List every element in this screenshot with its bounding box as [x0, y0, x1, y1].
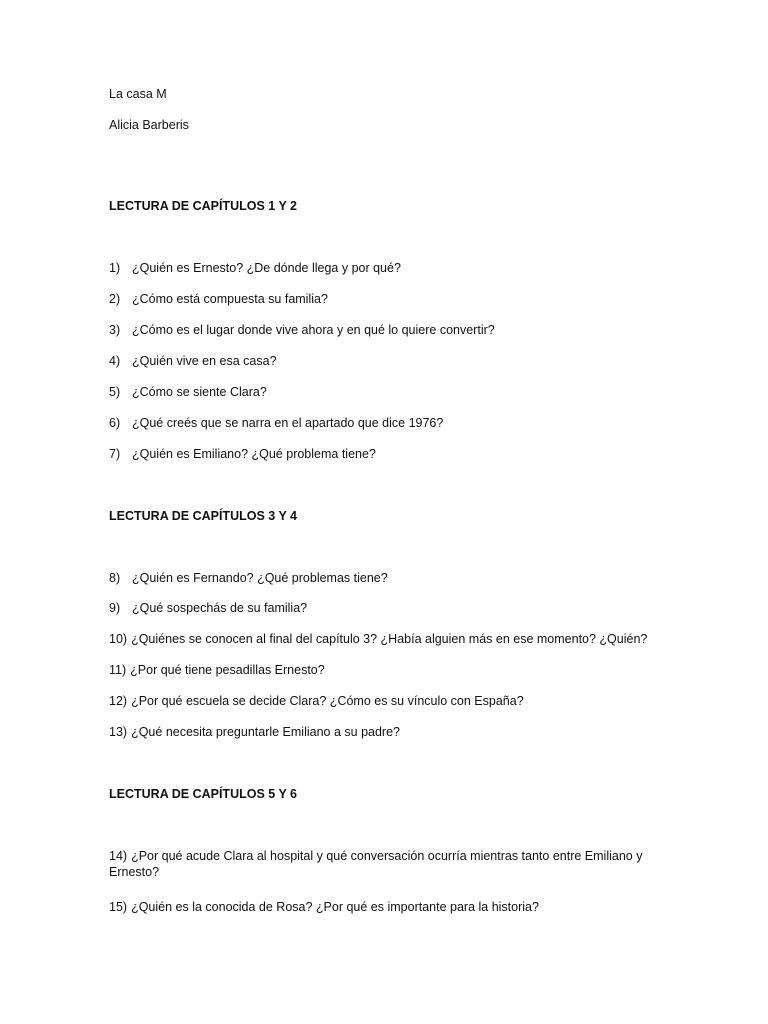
question-item: [109, 693, 524, 709]
question-number: 4): [109, 354, 121, 368]
question-number: 5): [109, 385, 121, 399]
document-title: La casa M: [109, 87, 167, 101]
question-text: ¿Quién es Fernando? ¿Qué problemas tiene?: [132, 571, 388, 585]
question-item: [109, 260, 401, 276]
question-number: 2): [109, 292, 121, 306]
question-number: 8): [109, 571, 121, 585]
section-heading: LECTURA DE CAPÍTULOS 3 Y 4: [109, 509, 297, 523]
question-item: [109, 631, 647, 647]
question-text: ¿Por qué acude Clara al hospital y qué conversación ocurría mientras tanto entre Emiliano y Ernesto?: [109, 849, 643, 879]
document-author: Alicia Barberis: [109, 118, 189, 132]
question-item: [109, 724, 400, 740]
question-text: ¿Por qué tiene pesadillas Ernesto?: [130, 663, 325, 677]
section-heading: LECTURA DE CAPÍTULOS 1 Y 2: [109, 199, 297, 213]
question-text: ¿Quién es Ernesto? ¿De dónde llega y por qué?: [132, 261, 401, 275]
question-number: 12): [109, 694, 128, 708]
question-number: 6): [109, 416, 121, 430]
question-number: 10): [109, 632, 128, 646]
question-number: 11): [109, 663, 127, 677]
section-heading: LECTURA DE CAPÍTULOS 5 Y 6: [109, 787, 297, 801]
question-text: ¿Quién es la conocida de Rosa? ¿Por qué es importante para la historia?: [131, 900, 539, 914]
question-item: [109, 899, 539, 915]
question-item: [109, 353, 277, 369]
question-number: 9): [109, 601, 121, 615]
question-text: ¿Qué sospechás de su familia?: [132, 601, 308, 615]
question-text: ¿Cómo está compuesta su familia?: [132, 292, 328, 306]
question-item: [109, 291, 328, 307]
question-text: ¿Cómo es el lugar donde vive ahora y en qué lo quiere convertir?: [132, 323, 495, 337]
question-item: [109, 446, 376, 462]
question-item: [109, 662, 325, 678]
question-number: 15): [109, 900, 128, 914]
question-text: ¿Por qué escuela se decide Clara? ¿Cómo es su vínculo con España?: [131, 694, 524, 708]
question-item: [109, 322, 495, 338]
question-number: 13): [109, 725, 128, 739]
question-item: [109, 384, 267, 400]
question-number: 1): [109, 261, 121, 275]
question-item: [109, 848, 669, 880]
question-item: [109, 600, 307, 616]
question-number: 3): [109, 323, 121, 337]
question-text: ¿Qué necesita preguntarle Emiliano a su padre?: [131, 725, 400, 739]
question-item: [109, 415, 443, 431]
question-text: ¿Qué creés que se narra en el apartado que dice 1976?: [132, 416, 444, 430]
question-text: ¿Cómo se siente Clara?: [132, 385, 267, 399]
question-number: 7): [109, 447, 121, 461]
question-number: 14): [109, 849, 128, 863]
question-text: ¿Quién es Emiliano? ¿Qué problema tiene?: [132, 447, 376, 461]
question-item: [109, 570, 388, 586]
question-text: ¿Quién vive en esa casa?: [132, 354, 277, 368]
question-text: ¿Quiénes se conocen al final del capítulo 3? ¿Había alguien más en ese momento? ¿Quién?: [131, 632, 648, 646]
